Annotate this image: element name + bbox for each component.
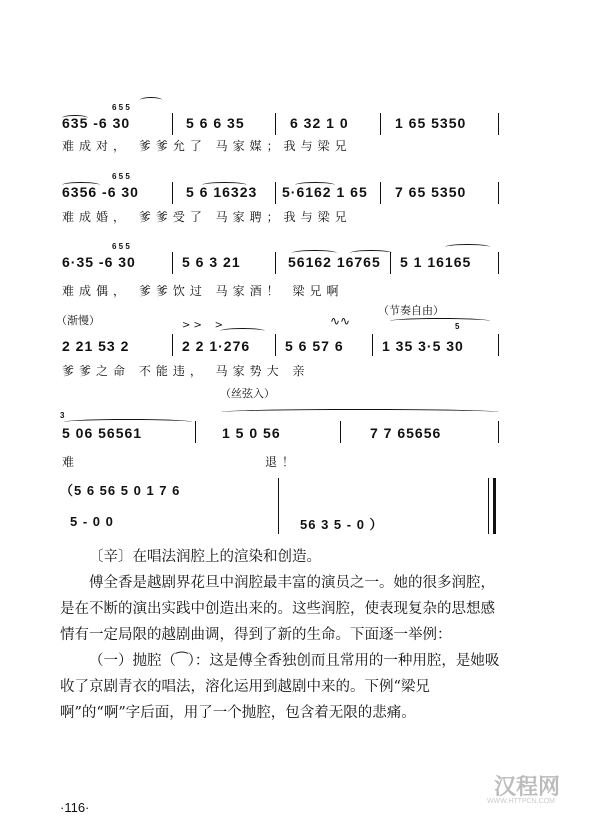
barline [380, 182, 381, 204]
measure-3: 5·6162 1 65 [282, 184, 368, 200]
measure-2: 2 2 1·276 [182, 338, 251, 354]
barline [390, 252, 391, 274]
upper-part: （5 6 56 5 0 1 7 6 [60, 483, 181, 498]
measure-4: 1 65 5350 [395, 115, 467, 131]
measure-4: 1 35 3·5 30 [382, 338, 464, 354]
ending-phrase: 56 3 5 - 0 ） [300, 517, 384, 532]
barline [372, 334, 373, 356]
instrument-entry: （丝弦入） [220, 387, 275, 400]
measure-2: 5 6 3 21 [182, 254, 241, 270]
barline [195, 421, 196, 443]
measure-3: 6 32 1 0 [290, 115, 349, 131]
slur [222, 409, 498, 415]
barline [498, 113, 499, 135]
barline [498, 334, 499, 356]
grace-note: 6 5 5 [112, 103, 130, 112]
system-3 [60, 232, 500, 297]
barline [340, 421, 341, 443]
grace-note: 5 [455, 322, 460, 331]
slur [445, 244, 490, 250]
system-2 [60, 160, 500, 225]
watermark-url: WWW.HTTPCN.COM [486, 798, 555, 805]
barline [498, 421, 499, 443]
measure-1: 6·35 -6 30 [62, 254, 136, 270]
barline [380, 113, 381, 135]
lower-part: 5 - 0 0 [70, 514, 114, 529]
barline [172, 113, 173, 135]
measure-1: 635 -6 30 [62, 115, 131, 131]
barline [278, 478, 279, 534]
measure-4: 5 1 16165 [400, 254, 472, 270]
final-barline-thick [493, 478, 496, 534]
barline [275, 252, 276, 274]
tempo-marking: （渐慢） [56, 314, 100, 327]
paragraph: 傅全香是越剧界花旦中润腔最丰富的演员之一。她的很多润腔，是在不断的演出实践中创造出来的。这些润腔，使表现复杂的思想感情有一定局限的越剧曲调，得到了新的生命。下面逐一举例： [60, 575, 495, 643]
slur [390, 318, 490, 324]
measure-3: 56162 16765 [288, 254, 381, 270]
measure-2: 5 6 16323 [186, 184, 258, 200]
vibrato-mark: ∿∿ [330, 314, 351, 328]
lyrics-line: 难成对， 爹爹允了 马家媒；我与梁兄 [62, 139, 352, 153]
watermark-logo: 汉程网 [493, 774, 560, 800]
accent-marks: > > > [182, 320, 224, 331]
system-1 [60, 95, 500, 155]
barline [275, 182, 276, 204]
lyrics-line: 难成偶， 爹爹饮过 马家酒！ 梁兄啊 [62, 284, 344, 298]
system-5 [60, 385, 500, 469]
section-heading: 〔辛〕在唱法润腔上的渲染和创造。 [89, 549, 321, 565]
measure-1: 2 21 53 2 [62, 338, 130, 354]
body-text [60, 544, 500, 726]
measure-4: 7 65 5350 [395, 184, 467, 200]
barline [275, 113, 276, 135]
lyric-syllable: 难 [62, 455, 80, 469]
barline [275, 334, 276, 356]
tempo-marking: （节奏自由） [378, 304, 444, 317]
lyric-syllable: 退！ [265, 455, 300, 469]
paragraph: （一）抛腔（⁀）：这是傅全香独创而且常用的一种用腔，是她吸收了京剧青衣的唱法，溶化运用到越剧中来的。下例“梁兄啊”的“啊”字后面，用了一个抛腔，包含着无限的悲痛。 [60, 653, 500, 721]
lyrics-line: 爹爹之命 不能违， 马家势大 亲 [62, 364, 310, 378]
measure-2: 1 5 0 56 [222, 425, 281, 441]
measure-3: 5 6 57 6 [285, 338, 344, 354]
slur [220, 328, 265, 334]
measure-1: 5 06 56561 [62, 425, 143, 441]
grace-note: 6 5 5 [112, 172, 130, 181]
slur [140, 97, 162, 103]
measure-1: 6356 -6 30 [62, 184, 139, 200]
lyrics-line: 难成婚， 爹爹受了 马家聘；我与梁兄 [62, 210, 352, 224]
final-barline-thin [488, 478, 489, 534]
grace-note: 6 5 5 [112, 242, 130, 251]
barline [498, 252, 499, 274]
measure-3: 7 7 65656 [370, 425, 442, 441]
barline [172, 252, 173, 274]
barline [172, 334, 173, 356]
grace-note: 3 [60, 411, 65, 420]
system-6 [60, 470, 500, 540]
measure-2: 5 6 6 35 [186, 115, 245, 131]
barline [498, 182, 499, 204]
page-number: ·116· [60, 800, 90, 815]
barline [172, 182, 173, 204]
system-4 [56, 300, 500, 380]
